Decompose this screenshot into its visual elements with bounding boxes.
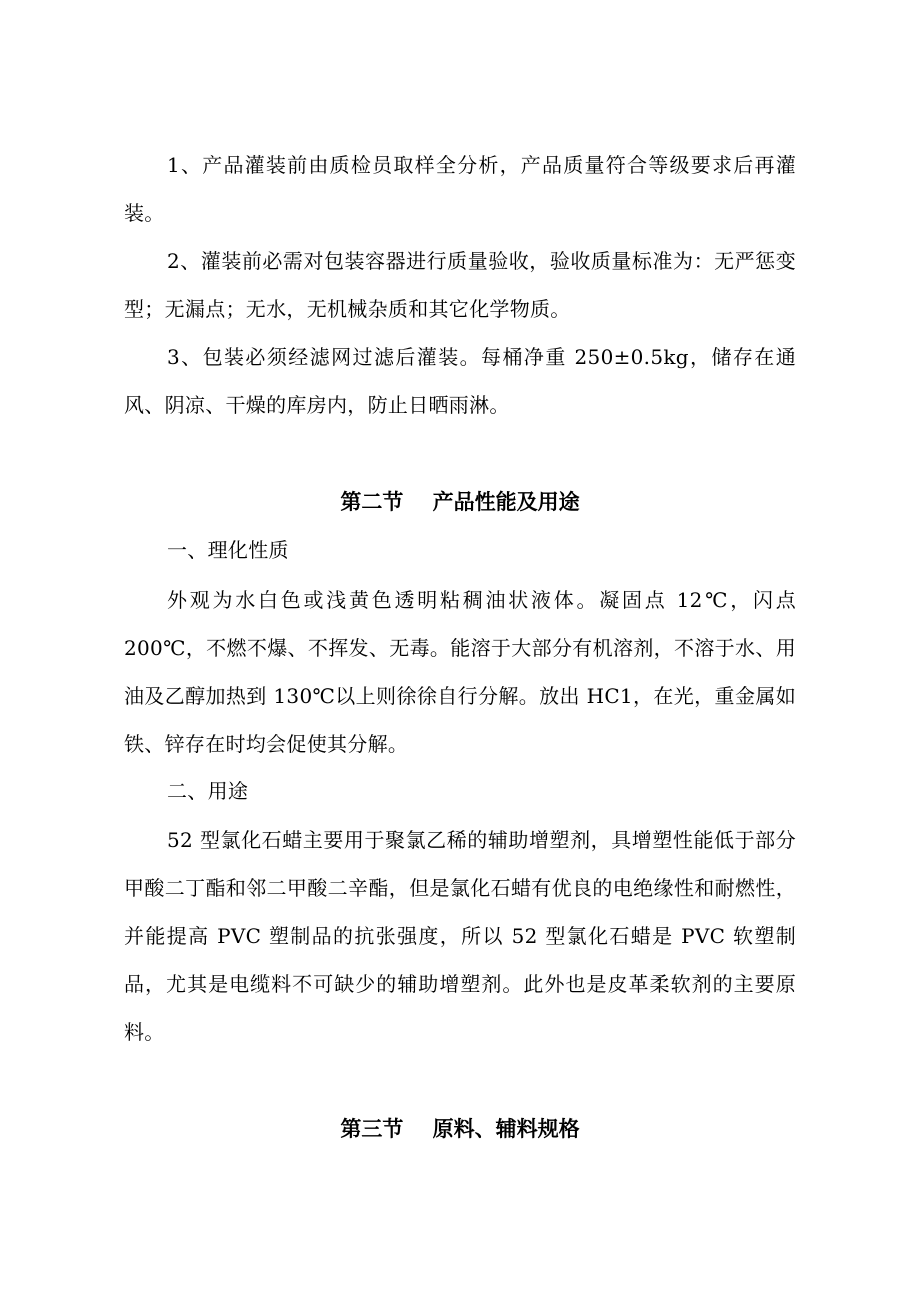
packaging-item-1: 1、产品灌装前由质检员取样全分析，产品质量符合等级要求后再灌装。 [124, 153, 796, 225]
properties-paragraph: 外观为水白色或浅黄色透明粘稠油状液体。凝固点 12℃，闪点200℃，不燃不爆、不挥发、无毒。能溶于大部分有机溶剂，不溶于水、用油及乙醇加热到 130℃以上则徐徐自行分解。放出 HC1，在光，重金属如铁、锌存在时均会促使其分解。 [124, 588, 796, 756]
section-2-heading: 第二节 产品性能及用途 [340, 490, 580, 514]
section-2-subheading-properties: 一、理化性质 [167, 538, 289, 562]
uses-paragraph: 52 型氯化石蜡主要用于聚氯乙稀的辅助增塑剂，具增塑性能低于部分甲酸二丁酯和邻二甲酸二辛酯，但是氯化石蜡有优良的电绝缘性和耐燃性，并能提高 PVC 塑制品的抗张强度，所以 52 型氯化石蜡是 PVC 软塑制品，尤其是电缆料不可缺少的辅助增塑剂。此外也是皮革柔软剂的主要原料。 [124, 828, 796, 1044]
packaging-item-3: 3、包装必须经滤网过滤后灌装。每桶净重 250±0.5kg，储存在通风、阴凉、干燥的库房内，防止日晒雨淋。 [124, 345, 796, 417]
section-2-subheading-uses: 二、用途 [167, 779, 249, 803]
section-3-heading: 第三节 原料、辅料规格 [340, 1117, 580, 1141]
packaging-item-2: 2、灌装前必需对包装容器进行质量验收，验收质量标准为：无严惩变型；无漏点；无水，无机械杂质和其它化学物质。 [124, 249, 796, 321]
